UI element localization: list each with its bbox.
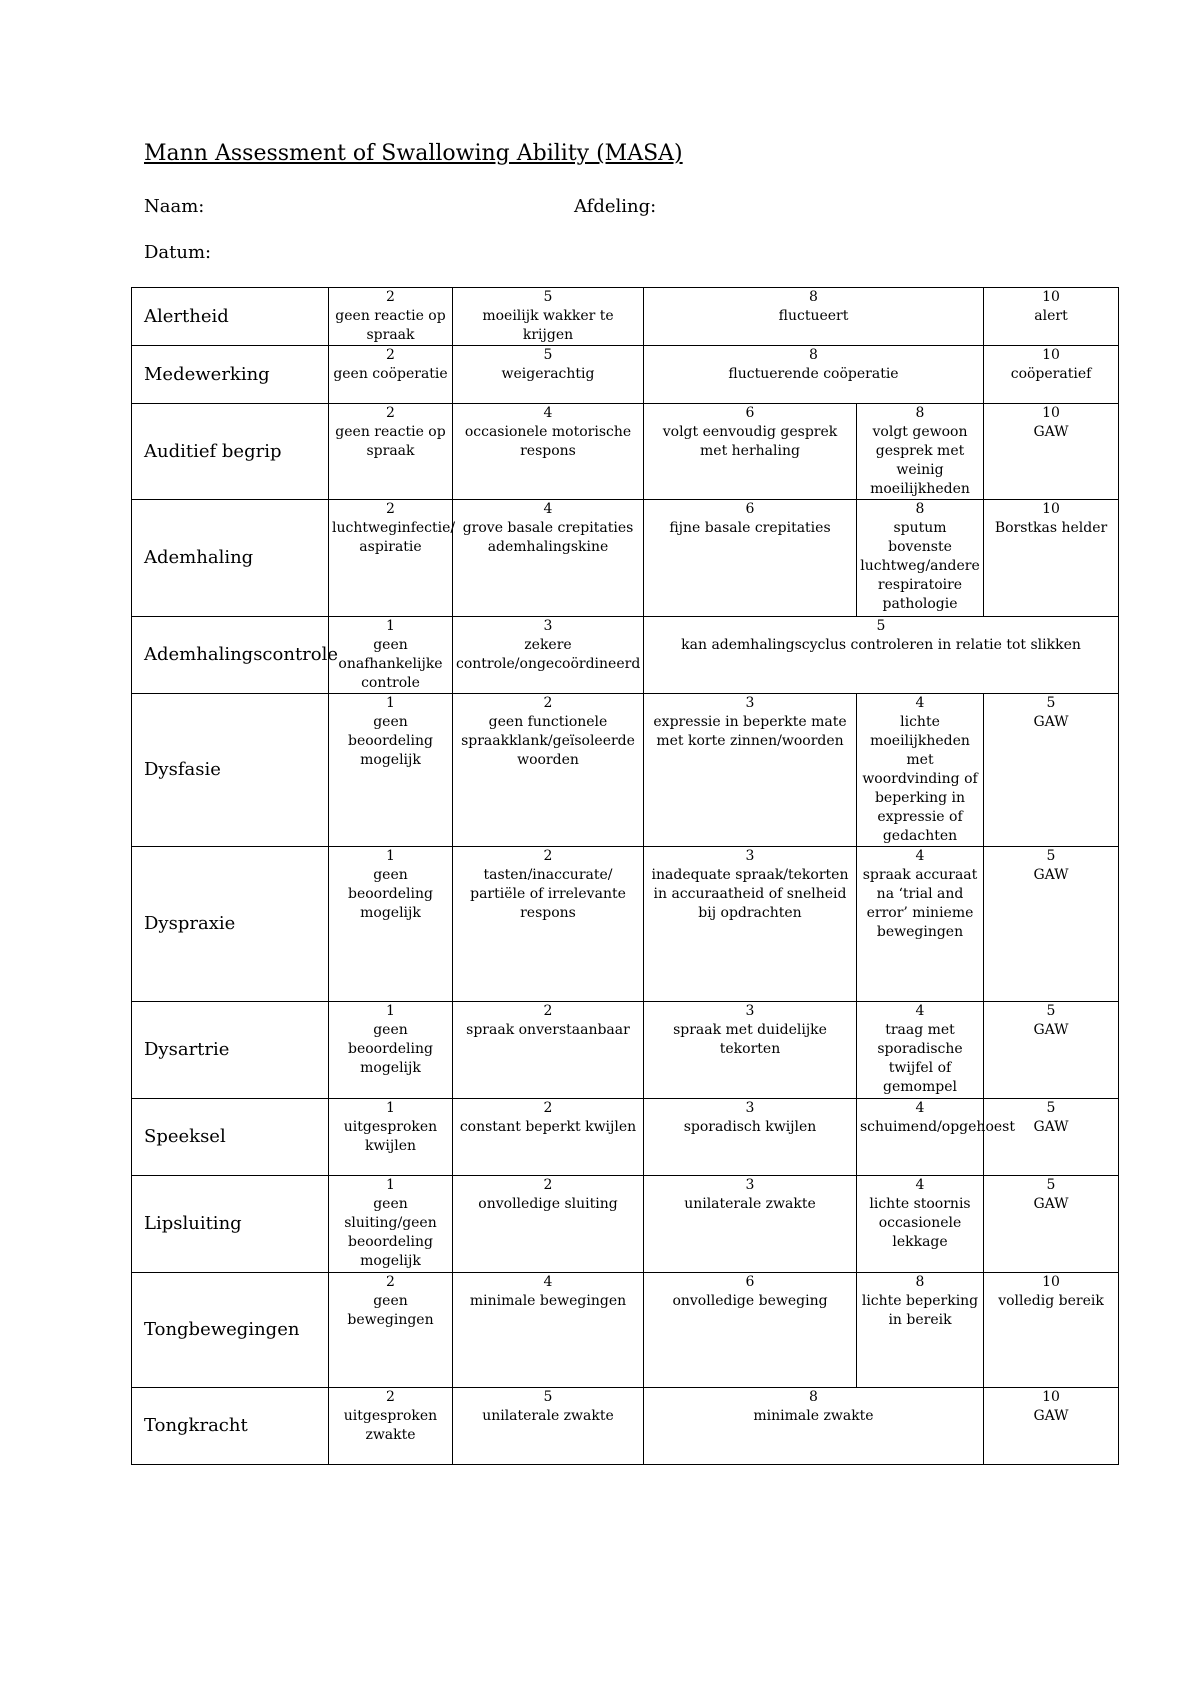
score-cell bbox=[329, 1099, 453, 1176]
score-description: lichte moeilijkheden met woordvinding of beperking in expressie of gedachten bbox=[862, 714, 978, 844]
score-cell bbox=[329, 1273, 453, 1388]
score-value: 5 bbox=[1046, 1003, 1056, 1019]
criterion-label: Alertheid bbox=[132, 288, 329, 346]
score-cell bbox=[857, 404, 984, 500]
table-row bbox=[132, 346, 1119, 404]
score-description: minimale bewegingen bbox=[469, 1293, 627, 1309]
score-value: 5 bbox=[876, 618, 886, 634]
score-value: 10 bbox=[1042, 347, 1060, 363]
score-description: geen reactie op spraak bbox=[335, 308, 446, 343]
score-description: onvolledige beweging bbox=[672, 1293, 828, 1309]
score-cell bbox=[329, 694, 453, 847]
score-description: geen coöperatie bbox=[333, 366, 448, 382]
criterion-label: Dyspraxie bbox=[132, 847, 329, 1002]
score-cell bbox=[857, 847, 984, 1002]
score-value: 1 bbox=[386, 695, 395, 711]
score-value: 3 bbox=[543, 618, 553, 634]
criterion-label: Speeksel bbox=[132, 1099, 329, 1176]
score-cell bbox=[984, 404, 1119, 500]
table-row bbox=[132, 1176, 1119, 1273]
table-row bbox=[132, 1002, 1119, 1099]
score-value: 5 bbox=[1046, 695, 1056, 711]
score-cell bbox=[644, 694, 857, 847]
score-value: 8 bbox=[915, 1274, 925, 1290]
score-cell bbox=[644, 500, 857, 617]
score-description: geen beoordeling mogelijk bbox=[348, 1022, 433, 1076]
score-value: 5 bbox=[543, 347, 553, 363]
score-cell bbox=[984, 1099, 1119, 1176]
score-value: 8 bbox=[915, 501, 925, 517]
score-description: coöperatief bbox=[1010, 366, 1092, 382]
score-value: 10 bbox=[1042, 1274, 1060, 1290]
score-description: lichte stoornis occasionele lekkage bbox=[869, 1196, 971, 1250]
score-cell bbox=[453, 1099, 644, 1176]
score-cell bbox=[984, 1388, 1119, 1465]
criterion-label: Auditief begrip bbox=[132, 404, 329, 500]
score-description: volgt gewoon gesprek met weinig moeilijkheden bbox=[870, 424, 970, 497]
score-cell bbox=[453, 346, 644, 404]
score-description: sputum bovenste luchtweg/andere respiratoire pathologie bbox=[860, 520, 980, 612]
score-value: 2 bbox=[386, 1274, 395, 1290]
score-cell bbox=[644, 404, 857, 500]
score-description: geen reactie op spraak bbox=[335, 424, 446, 459]
score-value: 4 bbox=[543, 501, 553, 517]
score-cell bbox=[984, 500, 1119, 617]
score-cell bbox=[857, 500, 984, 617]
score-value: 2 bbox=[386, 347, 395, 363]
score-value: 5 bbox=[1046, 848, 1056, 864]
table-row bbox=[132, 500, 1119, 617]
criterion-label: Ademhaling bbox=[132, 500, 329, 617]
score-value: 8 bbox=[809, 1389, 818, 1405]
score-description: traag met sporadische twijfel of gemompel bbox=[877, 1022, 963, 1095]
score-cell bbox=[644, 1388, 984, 1465]
score-value: 4 bbox=[543, 1274, 553, 1290]
score-cell bbox=[644, 847, 857, 1002]
score-value: 2 bbox=[386, 405, 395, 421]
score-value: 4 bbox=[915, 1003, 925, 1019]
score-cell bbox=[453, 288, 644, 346]
table-row bbox=[132, 1388, 1119, 1465]
afdeling-label: Afdeling: bbox=[574, 196, 657, 217]
score-description: constant beperkt kwijlen bbox=[459, 1119, 637, 1135]
score-cell bbox=[453, 500, 644, 617]
score-description: luchtweginfectie/ aspiratie bbox=[332, 520, 456, 555]
score-description: GAW bbox=[1033, 424, 1069, 440]
score-cell bbox=[857, 694, 984, 847]
score-value: 2 bbox=[543, 695, 553, 711]
score-value: 6 bbox=[745, 501, 755, 517]
score-cell bbox=[984, 847, 1119, 1002]
score-cell bbox=[644, 1273, 857, 1388]
score-value: 6 bbox=[745, 405, 755, 421]
score-description: zekere controle/ongecoördineerd bbox=[456, 637, 641, 672]
score-value: 10 bbox=[1042, 405, 1060, 421]
score-value: 6 bbox=[745, 1274, 755, 1290]
score-description: uitgesproken zwakte bbox=[343, 1408, 438, 1443]
score-value: 2 bbox=[386, 1389, 395, 1405]
score-value: 10 bbox=[1042, 289, 1060, 305]
score-value: 4 bbox=[915, 695, 925, 711]
criterion-label: Tongkracht bbox=[132, 1388, 329, 1465]
score-cell bbox=[329, 1176, 453, 1273]
score-description: unilaterale zwakte bbox=[482, 1408, 614, 1424]
score-value: 10 bbox=[1042, 501, 1060, 517]
score-description: geen bewegingen bbox=[347, 1293, 434, 1328]
table-row bbox=[132, 1099, 1119, 1176]
score-description: occasionele motorische respons bbox=[464, 424, 632, 459]
score-cell bbox=[857, 1273, 984, 1388]
score-description: uitgesproken kwijlen bbox=[343, 1119, 438, 1154]
score-value: 2 bbox=[543, 1100, 553, 1116]
score-cell bbox=[984, 1273, 1119, 1388]
score-cell bbox=[329, 346, 453, 404]
score-cell bbox=[984, 1002, 1119, 1099]
score-value: 4 bbox=[915, 1177, 925, 1193]
score-description: geen onafhankelijke controle bbox=[338, 637, 443, 691]
score-description: lichte beperking in bereik bbox=[861, 1293, 979, 1328]
score-value: 2 bbox=[543, 1177, 553, 1193]
score-description: GAW bbox=[1033, 867, 1069, 883]
score-description: weigerachtig bbox=[501, 366, 595, 382]
score-cell bbox=[644, 1176, 857, 1273]
score-description: volledig bereik bbox=[998, 1293, 1104, 1309]
table-row bbox=[132, 694, 1119, 847]
score-cell bbox=[453, 1176, 644, 1273]
score-value: 4 bbox=[543, 405, 553, 421]
score-description: spraak onverstaanbaar bbox=[466, 1022, 630, 1038]
score-cell bbox=[644, 288, 984, 346]
score-value: 8 bbox=[809, 347, 818, 363]
score-description: sporadisch kwijlen bbox=[683, 1119, 817, 1135]
score-value: 5 bbox=[543, 289, 553, 305]
score-cell bbox=[329, 1002, 453, 1099]
score-description: fijne basale crepitaties bbox=[669, 520, 831, 536]
score-description: volgt eenvoudig gesprek met herhaling bbox=[662, 424, 838, 459]
score-description: spraak met duidelijke tekorten bbox=[673, 1022, 827, 1057]
score-value: 10 bbox=[1042, 1389, 1060, 1405]
score-cell bbox=[329, 1388, 453, 1465]
score-cell bbox=[453, 847, 644, 1002]
score-cell bbox=[453, 404, 644, 500]
score-cell bbox=[644, 617, 1119, 694]
score-description: onvolledige sluiting bbox=[478, 1196, 618, 1212]
criterion-label: Ademhalingscontrole bbox=[132, 617, 329, 694]
score-description: GAW bbox=[1033, 1408, 1069, 1424]
score-cell bbox=[984, 288, 1119, 346]
score-value: 1 bbox=[386, 618, 395, 634]
score-description: fluctueert bbox=[778, 308, 849, 324]
score-description: unilaterale zwakte bbox=[684, 1196, 816, 1212]
score-value: 3 bbox=[745, 1003, 755, 1019]
score-value: 8 bbox=[915, 405, 925, 421]
masa-table bbox=[131, 287, 1119, 1465]
score-cell bbox=[857, 1099, 1015, 1176]
score-cell bbox=[329, 500, 456, 617]
score-value: 4 bbox=[915, 1100, 925, 1116]
score-value: 3 bbox=[745, 695, 755, 711]
criterion-label: Lipsluiting bbox=[132, 1176, 329, 1273]
score-cell bbox=[644, 1002, 857, 1099]
score-value: 5 bbox=[1046, 1100, 1056, 1116]
score-cell bbox=[453, 1273, 644, 1388]
score-cell bbox=[644, 1099, 857, 1176]
score-value: 3 bbox=[745, 848, 755, 864]
score-description: spraak accuraat na ‘trial and error’ minieme bewegingen bbox=[862, 867, 978, 940]
score-description: Borstkas helder bbox=[994, 520, 1108, 536]
score-value: 5 bbox=[543, 1389, 553, 1405]
score-description: GAW bbox=[1033, 1196, 1069, 1212]
score-cell bbox=[329, 617, 453, 694]
score-cell bbox=[453, 617, 644, 694]
table-row bbox=[132, 617, 1119, 694]
score-cell bbox=[857, 1002, 984, 1099]
score-description: inadequate spraak/tekorten in accuraatheid of snelheid bij opdrachten bbox=[651, 867, 849, 921]
score-cell bbox=[453, 1388, 644, 1465]
criterion-label: Tongbewegingen bbox=[132, 1273, 329, 1388]
score-description: GAW bbox=[1033, 1022, 1069, 1038]
score-value: 8 bbox=[809, 289, 818, 305]
naam-label: Naam: bbox=[144, 196, 205, 217]
score-cell bbox=[453, 1002, 644, 1099]
score-value: 2 bbox=[543, 1003, 553, 1019]
score-value: 3 bbox=[745, 1177, 755, 1193]
score-description: expressie in beperkte mate met korte zinnen/woorden bbox=[653, 714, 847, 749]
score-value: 5 bbox=[1046, 1177, 1056, 1193]
table-row bbox=[132, 1273, 1119, 1388]
score-value: 4 bbox=[915, 848, 925, 864]
score-cell bbox=[453, 694, 644, 847]
score-value: 1 bbox=[386, 1100, 395, 1116]
score-value: 1 bbox=[386, 1003, 395, 1019]
criterion-label: Dysfasie bbox=[132, 694, 329, 847]
score-description: geen functionele spraakklank/geïsoleerde woorden bbox=[461, 714, 635, 768]
score-description: grove basale crepitaties ademhalingskine bbox=[462, 520, 634, 555]
score-description: geen sluiting/geen beoordeling mogelijk bbox=[344, 1196, 437, 1269]
score-description: GAW bbox=[1033, 714, 1069, 730]
score-cell bbox=[329, 847, 453, 1002]
criterion-label: Medewerking bbox=[132, 346, 329, 404]
score-cell bbox=[644, 346, 984, 404]
score-description: moeilijk wakker te krijgen bbox=[482, 308, 614, 343]
score-description: fluctuerende coöperatie bbox=[728, 366, 899, 382]
score-cell bbox=[984, 346, 1119, 404]
score-value: 2 bbox=[386, 501, 395, 517]
score-description: geen beoordeling mogelijk bbox=[348, 714, 433, 768]
score-value: 2 bbox=[543, 848, 553, 864]
score-description: GAW bbox=[1033, 1119, 1069, 1135]
score-value: 3 bbox=[745, 1100, 755, 1116]
table-row bbox=[132, 847, 1119, 1002]
datum-label: Datum: bbox=[144, 242, 212, 263]
score-cell bbox=[984, 694, 1119, 847]
table-row bbox=[132, 288, 1119, 346]
score-description: geen beoordeling mogelijk bbox=[348, 867, 433, 921]
score-description: schuimend/opgehoest bbox=[860, 1119, 1015, 1135]
score-cell bbox=[329, 288, 453, 346]
criterion-label: Dysartrie bbox=[132, 1002, 329, 1099]
masa-table-body bbox=[132, 288, 1119, 1465]
score-description: kan ademhalingscyclus controleren in relatie tot slikken bbox=[681, 637, 1081, 653]
table-row bbox=[132, 404, 1119, 500]
score-cell bbox=[329, 404, 453, 500]
score-value: 1 bbox=[386, 1177, 395, 1193]
score-description: alert bbox=[1034, 308, 1068, 324]
score-value: 1 bbox=[386, 848, 395, 864]
score-description: minimale zwakte bbox=[753, 1408, 874, 1424]
score-cell bbox=[857, 1176, 984, 1273]
score-description: tasten/inaccurate/ partiële of irrelevante respons bbox=[470, 867, 626, 921]
score-cell bbox=[984, 1176, 1119, 1273]
score-value: 2 bbox=[386, 289, 395, 305]
document-title: Mann Assessment of Swallowing Ability (MASA) bbox=[144, 141, 683, 166]
